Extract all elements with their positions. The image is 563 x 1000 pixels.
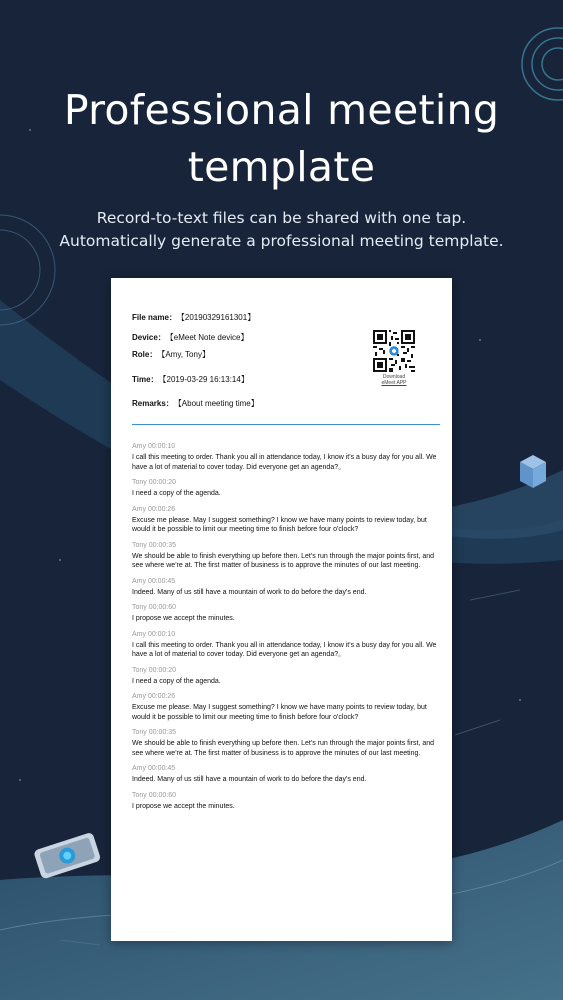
transcript-list <box>132 442 438 817</box>
device-row <box>132 333 249 343</box>
utterance-text: I propose we accept the minutes. <box>132 615 235 622</box>
speaker-timestamp: Amy 00:00:10 <box>132 630 176 638</box>
cube-decoration <box>520 455 546 488</box>
transcript-entry <box>132 728 438 758</box>
speaker-timestamp: Tony 00:00:20 <box>132 666 176 674</box>
speaker-timestamp: Amy 00:00:26 <box>132 693 176 700</box>
utterance-text: Indeed. Many of us still have a mountain of work to do before the day's end. <box>132 776 367 783</box>
header-divider <box>132 424 440 425</box>
speaker-timestamp: Tony 00:00:60 <box>132 791 176 799</box>
time-row <box>132 375 249 385</box>
utterance-text: I call this meeting to order. Thank you all in attendance today, I know it's a busy day for you all. We have a lot of material to cover today. Did everyone get an agenda?。 <box>132 454 437 471</box>
device-label: Device： <box>132 333 166 342</box>
utterance-text: Indeed. Many of us still have a mountain of work to do before the day's end. <box>132 588 367 596</box>
hero-subtitle <box>0 207 563 253</box>
qr-code-icon[interactable] <box>373 330 415 372</box>
time-label: Time： <box>132 375 159 384</box>
remarks-value: 【About meeting time】 <box>177 399 259 408</box>
speaker-timestamp: Tony 00:00:35 <box>132 541 176 549</box>
transcript-entry <box>132 541 438 571</box>
speaker-timestamp: Amy 00:00:10 <box>132 443 176 450</box>
file-name-label: File name： <box>132 313 177 322</box>
hero-subtitle-line1: Record-to-text files can be shared with one tap. <box>96 209 467 227</box>
utterance-text: We should be able to finish everything up before then. Let's run through the major points first, and see where we're at. The first matter of business is to approve the minutes of our last meeting. <box>132 740 435 757</box>
hero-title-line2: template <box>187 143 376 191</box>
meeting-document <box>111 278 452 941</box>
utterance-text: Excuse me please. May I suggest something? I know we have many points to review today, but would it be possible to limit our meeting time to finish before four o'clock? <box>132 704 427 721</box>
hero-title-line1: Professional meeting <box>63 86 500 134</box>
role-label: Role： <box>132 350 158 359</box>
utterance-text: I call this meeting to order. Thank you all in attendance today, I know it's a busy day for you all. We have a lot of material to cover today. Did everyone get an agenda?。 <box>132 641 437 658</box>
speaker-timestamp: Tony 00:00:20 <box>132 479 176 486</box>
transcript-entry <box>132 603 438 624</box>
hero-subtitle-line2: Automatically generate a professional meeting template. <box>59 232 504 250</box>
file-name-row <box>132 313 255 323</box>
remarks-row <box>132 399 259 409</box>
speaker-timestamp: Tony 00:00:60 <box>132 604 176 611</box>
hero-title <box>0 82 563 196</box>
speaker-timestamp: Amy 00:00:45 <box>132 765 176 772</box>
device-value: 【eMeet Note device】 <box>169 333 249 342</box>
utterance-text: I need a copy of the agenda. <box>132 677 221 685</box>
utterance-text: Excuse me please. May I suggest something? I know we have many points to review today, but would it be possible to limit our meeting time to finish before four o'clock? <box>132 516 427 533</box>
transcript-entry <box>132 577 438 598</box>
utterance-text: We should be able to finish everything up before then. Let's run through the major points first, and see where we're at. The first matter of business is to approve the minutes of our last meeting. <box>132 552 435 569</box>
utterance-text: I propose we accept the minutes. <box>132 802 235 810</box>
qr-caption-line2: eMeet APP <box>381 380 407 386</box>
transcript-entry <box>132 666 438 687</box>
transcript-entry <box>132 478 438 499</box>
time-value: 【2019-03-29 16:13:14】 <box>162 375 249 384</box>
transcript-entry <box>132 505 438 535</box>
phone-decoration <box>33 832 101 880</box>
utterance-text: I need a copy of the agenda. <box>132 490 221 497</box>
qr-caption-line1: Download <box>382 374 406 380</box>
transcript-entry <box>132 791 438 812</box>
file-name-value: 【20190329161301】 <box>180 313 256 322</box>
transcript-entry <box>132 692 438 722</box>
transcript-entry <box>132 442 438 472</box>
speaker-timestamp: Tony 00:00:35 <box>132 729 176 736</box>
transcript-entry <box>132 764 438 785</box>
speaker-timestamp: Amy 00:00:45 <box>132 577 176 585</box>
remarks-label: Remarks： <box>132 399 174 408</box>
speaker-timestamp: Amy 00:00:26 <box>132 505 176 513</box>
role-value: 【Amy, Tony】 <box>161 350 210 359</box>
role-row <box>132 350 210 360</box>
transcript-entry <box>132 630 438 660</box>
qr-caption <box>373 374 415 386</box>
